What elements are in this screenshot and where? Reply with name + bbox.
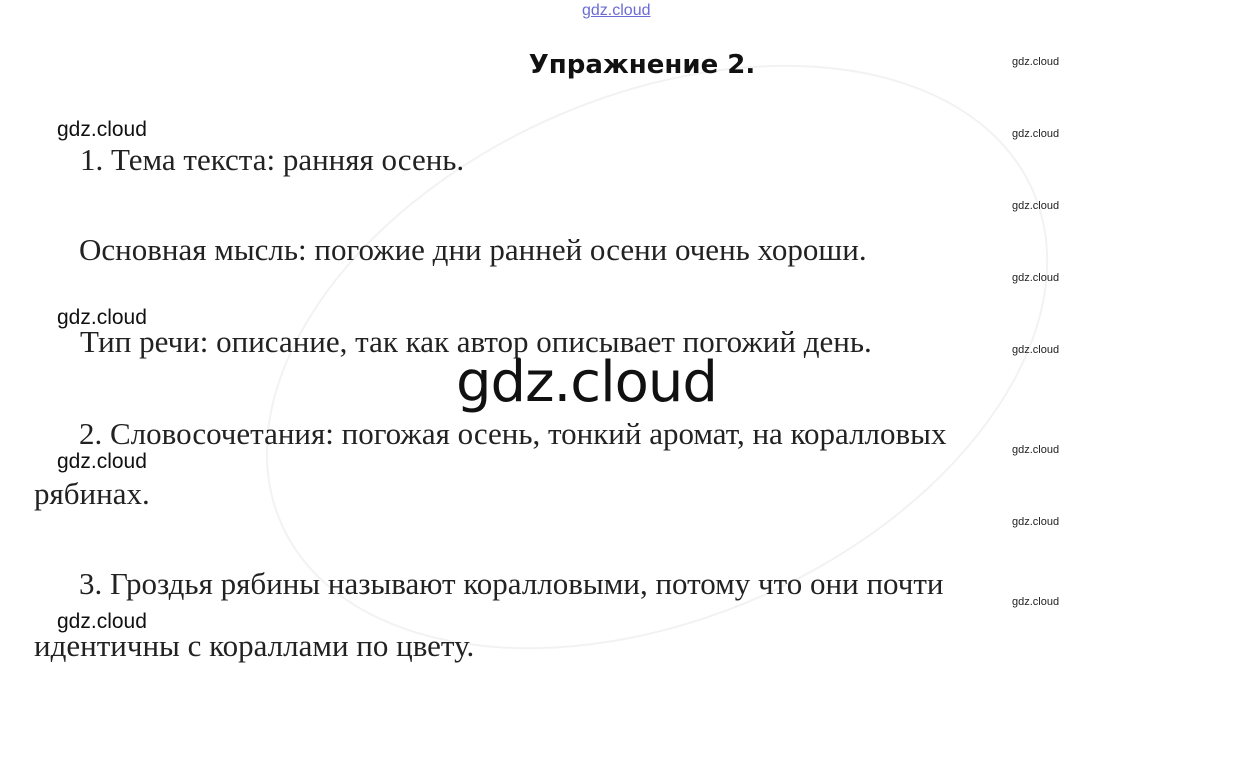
answer-line-3-continued: идентичны с кораллами по цвету. bbox=[34, 628, 475, 663]
watermark-small: gdz.cloud bbox=[1012, 516, 1060, 528]
watermark-small: gdz.cloud bbox=[1012, 344, 1060, 356]
answer-line-2-continued: рябинах. bbox=[34, 476, 150, 511]
watermark-small: gdz.cloud bbox=[1012, 596, 1060, 608]
watermark-top-link[interactable]: gdz.cloud bbox=[582, 2, 651, 19]
exercise-title: Упражнение 2. bbox=[528, 50, 756, 80]
watermark-small: gdz.cloud bbox=[1012, 56, 1060, 68]
watermark-large: gdz.cloud bbox=[456, 350, 717, 415]
watermark-medium: gdz.cloud bbox=[57, 118, 147, 141]
watermark-small: gdz.cloud bbox=[1012, 272, 1060, 284]
watermark-small: gdz.cloud bbox=[1012, 128, 1060, 140]
watermark-medium: gdz.cloud bbox=[57, 306, 147, 329]
answer-line-1-topic: 1. Тема текста: ранняя осень. bbox=[80, 142, 465, 177]
watermark-medium: gdz.cloud bbox=[57, 610, 147, 633]
answer-line-speech-type: Тип речи: описание, так как автор описывает погожий день. bbox=[80, 324, 872, 359]
answer-line-2-phrases: 2. Словосочетания: погожая осень, тонкий аромат, на коралловых bbox=[79, 416, 947, 451]
watermark-small: gdz.cloud bbox=[1012, 444, 1060, 456]
watermark-medium: gdz.cloud bbox=[57, 450, 147, 473]
answer-line-main-idea: Основная мысль: погожие дни ранней осени очень хороши. bbox=[79, 232, 867, 267]
answer-line-3-reason: 3. Гроздья рябины называют коралловыми, потому что они почти bbox=[79, 566, 944, 601]
watermark-small: gdz.cloud bbox=[1012, 200, 1060, 212]
